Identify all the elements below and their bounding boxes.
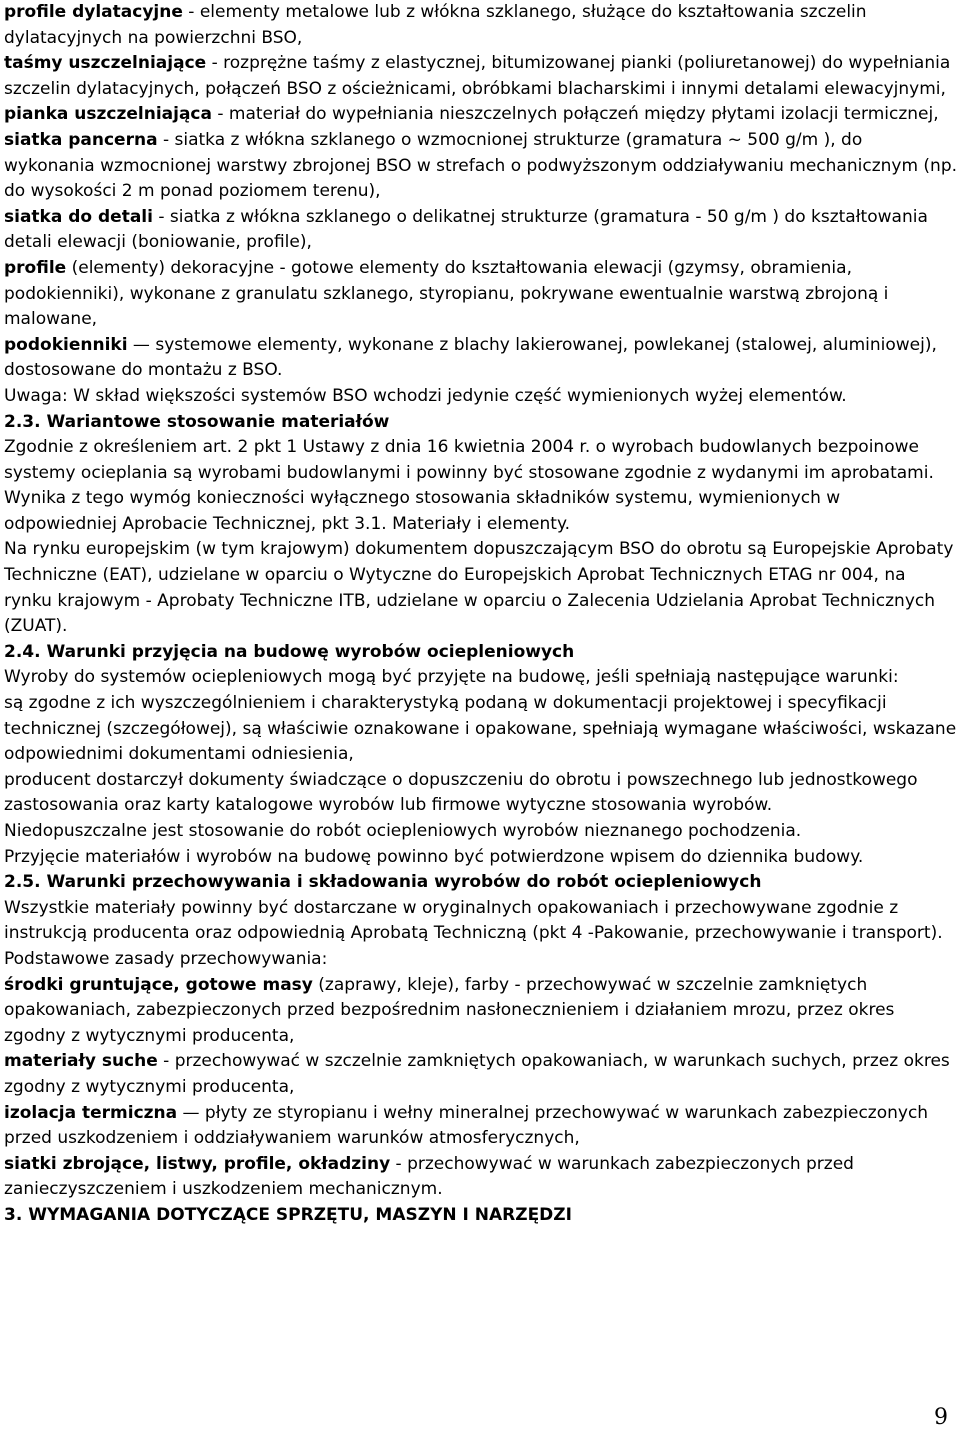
paragraph-text: - siatka z włókna szklanego o wzmocnionej strukturze (gramatura ~ 500 g/m ), do wykonania wzmocnionej warstwy zbrojonej BSO w strefach o podwyższonym oddziaływaniu mechanicznym (np. do wysokości 2 m ponad poziomem terenu), [4,129,958,202]
paragraph [4,896,958,947]
paragraph-text: Wszystkie materiały powinny być dostarczane w oryginalnych opakowaniach i przechowywane zgodnie z instrukcją producenta oraz odpowiednią Aprobatą Techniczną (pkt 4 -Pakowanie, przechowywanie i transport). [4,897,943,944]
paragraph [4,128,958,205]
paragraph [4,102,958,128]
paragraph [4,435,958,537]
paragraph-text: - siatka z włókna szklanego o delikatnej strukturze (gramatura - 50 g/m ) do kształtowania detali elewacji (boniowanie, profile), [4,206,928,253]
paragraph [4,973,958,1050]
section-heading [4,640,958,666]
paragraph [4,0,958,51]
paragraph-text: Na rynku europejskim (w tym krajowym) dokumentem dopuszczającym BSO do obrotu są Europejskie Aprobaty Techniczne (EAT), udzielane w oparciu o Wytyczne do Europejskich Aprobat Technicznych ETAG nr 004, na rynku krajowym - Aprobaty Techniczne ITB, udzielane w oparciu o Zalecenia Udzielania Aprobat Technicznych (ZUAT). [4,539,954,637]
paragraph-text: - przechowywać w warunkach zabezpieczonych przed zanieczyszczeniem i uszkodzeniem mechanicznym. [4,1153,854,1200]
paragraph [4,205,958,256]
heading-text: 2.3. Wariantowe stosowanie materiałów [4,411,390,432]
paragraph-text: - rozprężne taśmy z elastycznej, bitumizowanej pianki (poliuretanowej) do wypełniania szczelin dylatacyjnych, połączeń BSO z ościeżnicami, obróbkami blacharskimi i innymi detalami elewacyjnymi, [4,53,951,99]
paragraph-text: są zgodne z ich wyszczególnieniem i charakterystyką podaną w dokumentacji projektowej i specyfikacji technicznej (szczegółowej), są właściwie oznakowane i opakowane, spełniają wymagane właściwości, wskazane odpowiednimi dokumentami odniesienia, [4,693,957,765]
paragraph [4,333,958,384]
paragraph-text: Podstawowe zasady przechowywania: [4,948,328,969]
term: taśmy uszczelniające [4,53,207,74]
term: materiały suche [4,1051,158,1072]
paragraph [4,537,958,639]
paragraph-text: Wyroby do systemów ociepleniowych mogą być przyjęte na budowę, jeśli spełniają następujące warunki: [4,667,899,688]
paragraph-text: (elementy) dekoracyjne - gotowe elementy do kształtowania elewacji (gzymsy, obramienia, podokienniki), wykonane z granulatu szklanego, styropianu, pokrywane ewentualnie warstwą zbrojoną i malowane, [4,257,889,330]
heading-text: 2.4. Warunki przyjęcia na budowę wyrobów ociepleniowych [4,641,575,662]
page-number: 9 [934,1405,948,1430]
paragraph-text: Niedopuszczalne jest stosowanie do robót ociepleniowych wyrobów nieznanego pochodzenia. [4,821,802,841]
paragraph-text: — systemowe elementy, wykonane z blachy lakierowanej, powlekanej (stalowej, aluminiowej), dostosowane do montażu z BSO. [4,334,937,381]
paragraph [4,819,958,845]
paragraph-text: — płyty ze styropianu i wełny mineralnej przechowywać w warunkach zabezpieczonych przed uszkodzeniem i oddziaływaniem warunków atmosferycznych, [4,1102,929,1149]
paragraph-text: - elementy metalowe lub z włókna szklanego, służące do kształtowania szczelin dylatacyjnych na powierzchni BSO, [4,2,867,48]
paragraph [4,691,958,768]
paragraph [4,1049,958,1100]
paragraph [4,768,958,819]
paragraph-text: - przechowywać w szczelnie zamkniętych opakowaniach, w warunkach suchych, przez okres zgodny z wytycznymi producenta, [4,1051,950,1097]
term: profile [4,257,67,278]
paragraph [4,51,958,102]
note-paragraph [4,384,958,410]
term: środki gruntujące, gotowe masy [4,974,313,995]
term: podokienniki [4,334,128,355]
paragraph [4,845,958,871]
document-body [4,0,958,1229]
paragraph [4,947,958,973]
paragraph-text: Uwaga: W skład większości systemów BSO wchodzi jedynie część wymienionych wyżej elementów. [4,385,847,406]
paragraph-text: Przyjęcie materiałów i wyrobów na budowę powinno być potwierdzone wpisem do dziennika budowy. [4,846,864,867]
heading-text: 3. WYMAGANIA DOTYCZĄCE SPRZĘTU, MASZYN I NARZĘDZI [4,1204,572,1225]
paragraph-text: (zaprawy, kleje), farby - przechowywać w szczelnie zamkniętych opakowaniach, zabezpieczonych przed bezpośrednim nasłonecznieniem i działaniem mrozu, przez okres zgodny z wytycznymi producenta, [4,974,895,1046]
paragraph [4,256,958,333]
section-heading [4,870,958,896]
heading-text: 2.5. Warunki przechowywania i składowania wyrobów do robót ociepleniowych [4,872,762,893]
paragraph-text: - materiał do wypełniania nieszczelnych połączeń między płytami izolacji termicznej, [211,104,939,125]
paragraph-text: Zgodnie z określeniem art. 2 pkt 1 Ustawy z dnia 16 kwietnia 2004 r. o wyrobach budowlanych bezpoinowe systemy ocieplania są wyrobami budowlanymi i powinny być stosowane zgodnie z wydanymi im aprobatami. Wynika z tego wymóg konieczności wyłącznego stosowania składników systemu, wymienionych w odpowiedniej Aprobacie Technicznej, pkt 3.1. Materiały i elementy. [4,437,934,534]
section-heading [4,1203,958,1229]
paragraph-text: producent dostarczył dokumenty świadczące o dopuszczeniu do obrotu i powszechnego lub jednostkowego zastosowania oraz karty katalogowe wyrobów lub firmowe wytyczne stosowania wyrobów. [4,769,918,816]
term: siatki zbrojące, listwy, profile, okładziny [4,1153,391,1174]
section-heading [4,410,958,436]
paragraph [4,1152,958,1203]
term: pianka uszczelniająca [4,104,212,125]
term: izolacja termiczna [4,1102,178,1123]
paragraph [4,1101,958,1152]
term: siatka pancerna [4,129,158,150]
paragraph [4,665,958,691]
term: siatka do detali [4,206,153,227]
term: profile dylatacyjne [4,2,183,22]
